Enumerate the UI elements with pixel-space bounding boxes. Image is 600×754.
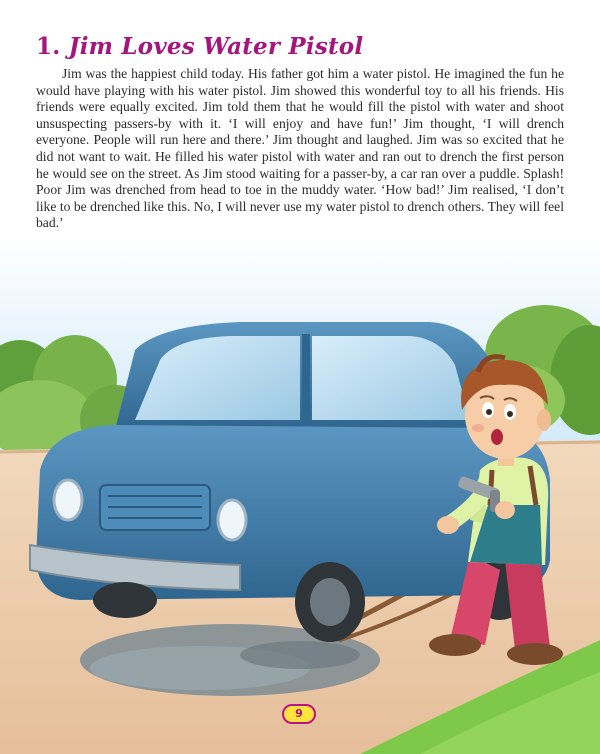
headlight-right (218, 500, 246, 540)
story-title-text: Jim Loves Water Pistol (68, 33, 364, 60)
page-number-badge: 9 (282, 704, 316, 724)
story-title (36, 33, 363, 60)
story-number: 1. (36, 33, 61, 60)
story-illustration (0, 240, 600, 754)
front-wheel (93, 582, 157, 618)
story-body-text: Jim was the happiest child today. His father got him a water pistol. He imagined the fun he would have playing with his water pistol. Jim showed this wonderful toy to all his friends. His friends were equally excited. Jim told them that he would fill the pistol with water and shoot unsuspecting passers-by with it. ‘I will enjoy and have fun!’ Jim thought, ‘I will drench everyone. People will run here and there.’ Jim thought and laughed. Jim was so excited that he did not want to wait. He filled his water pistol with water and ran out to drench the first person he would see on the street. As Jim stood waiting for a passer-by, a car ran over a puddle. Splash! Poor Jim was drenched from head to toe in the muddy water. ‘How bad!’ Jim realised, ‘I don’t like to be drenched like this. No, I will never use my water pistol to drench others. They will feel bad.’ (36, 66, 564, 231)
headlight-left (54, 480, 82, 520)
